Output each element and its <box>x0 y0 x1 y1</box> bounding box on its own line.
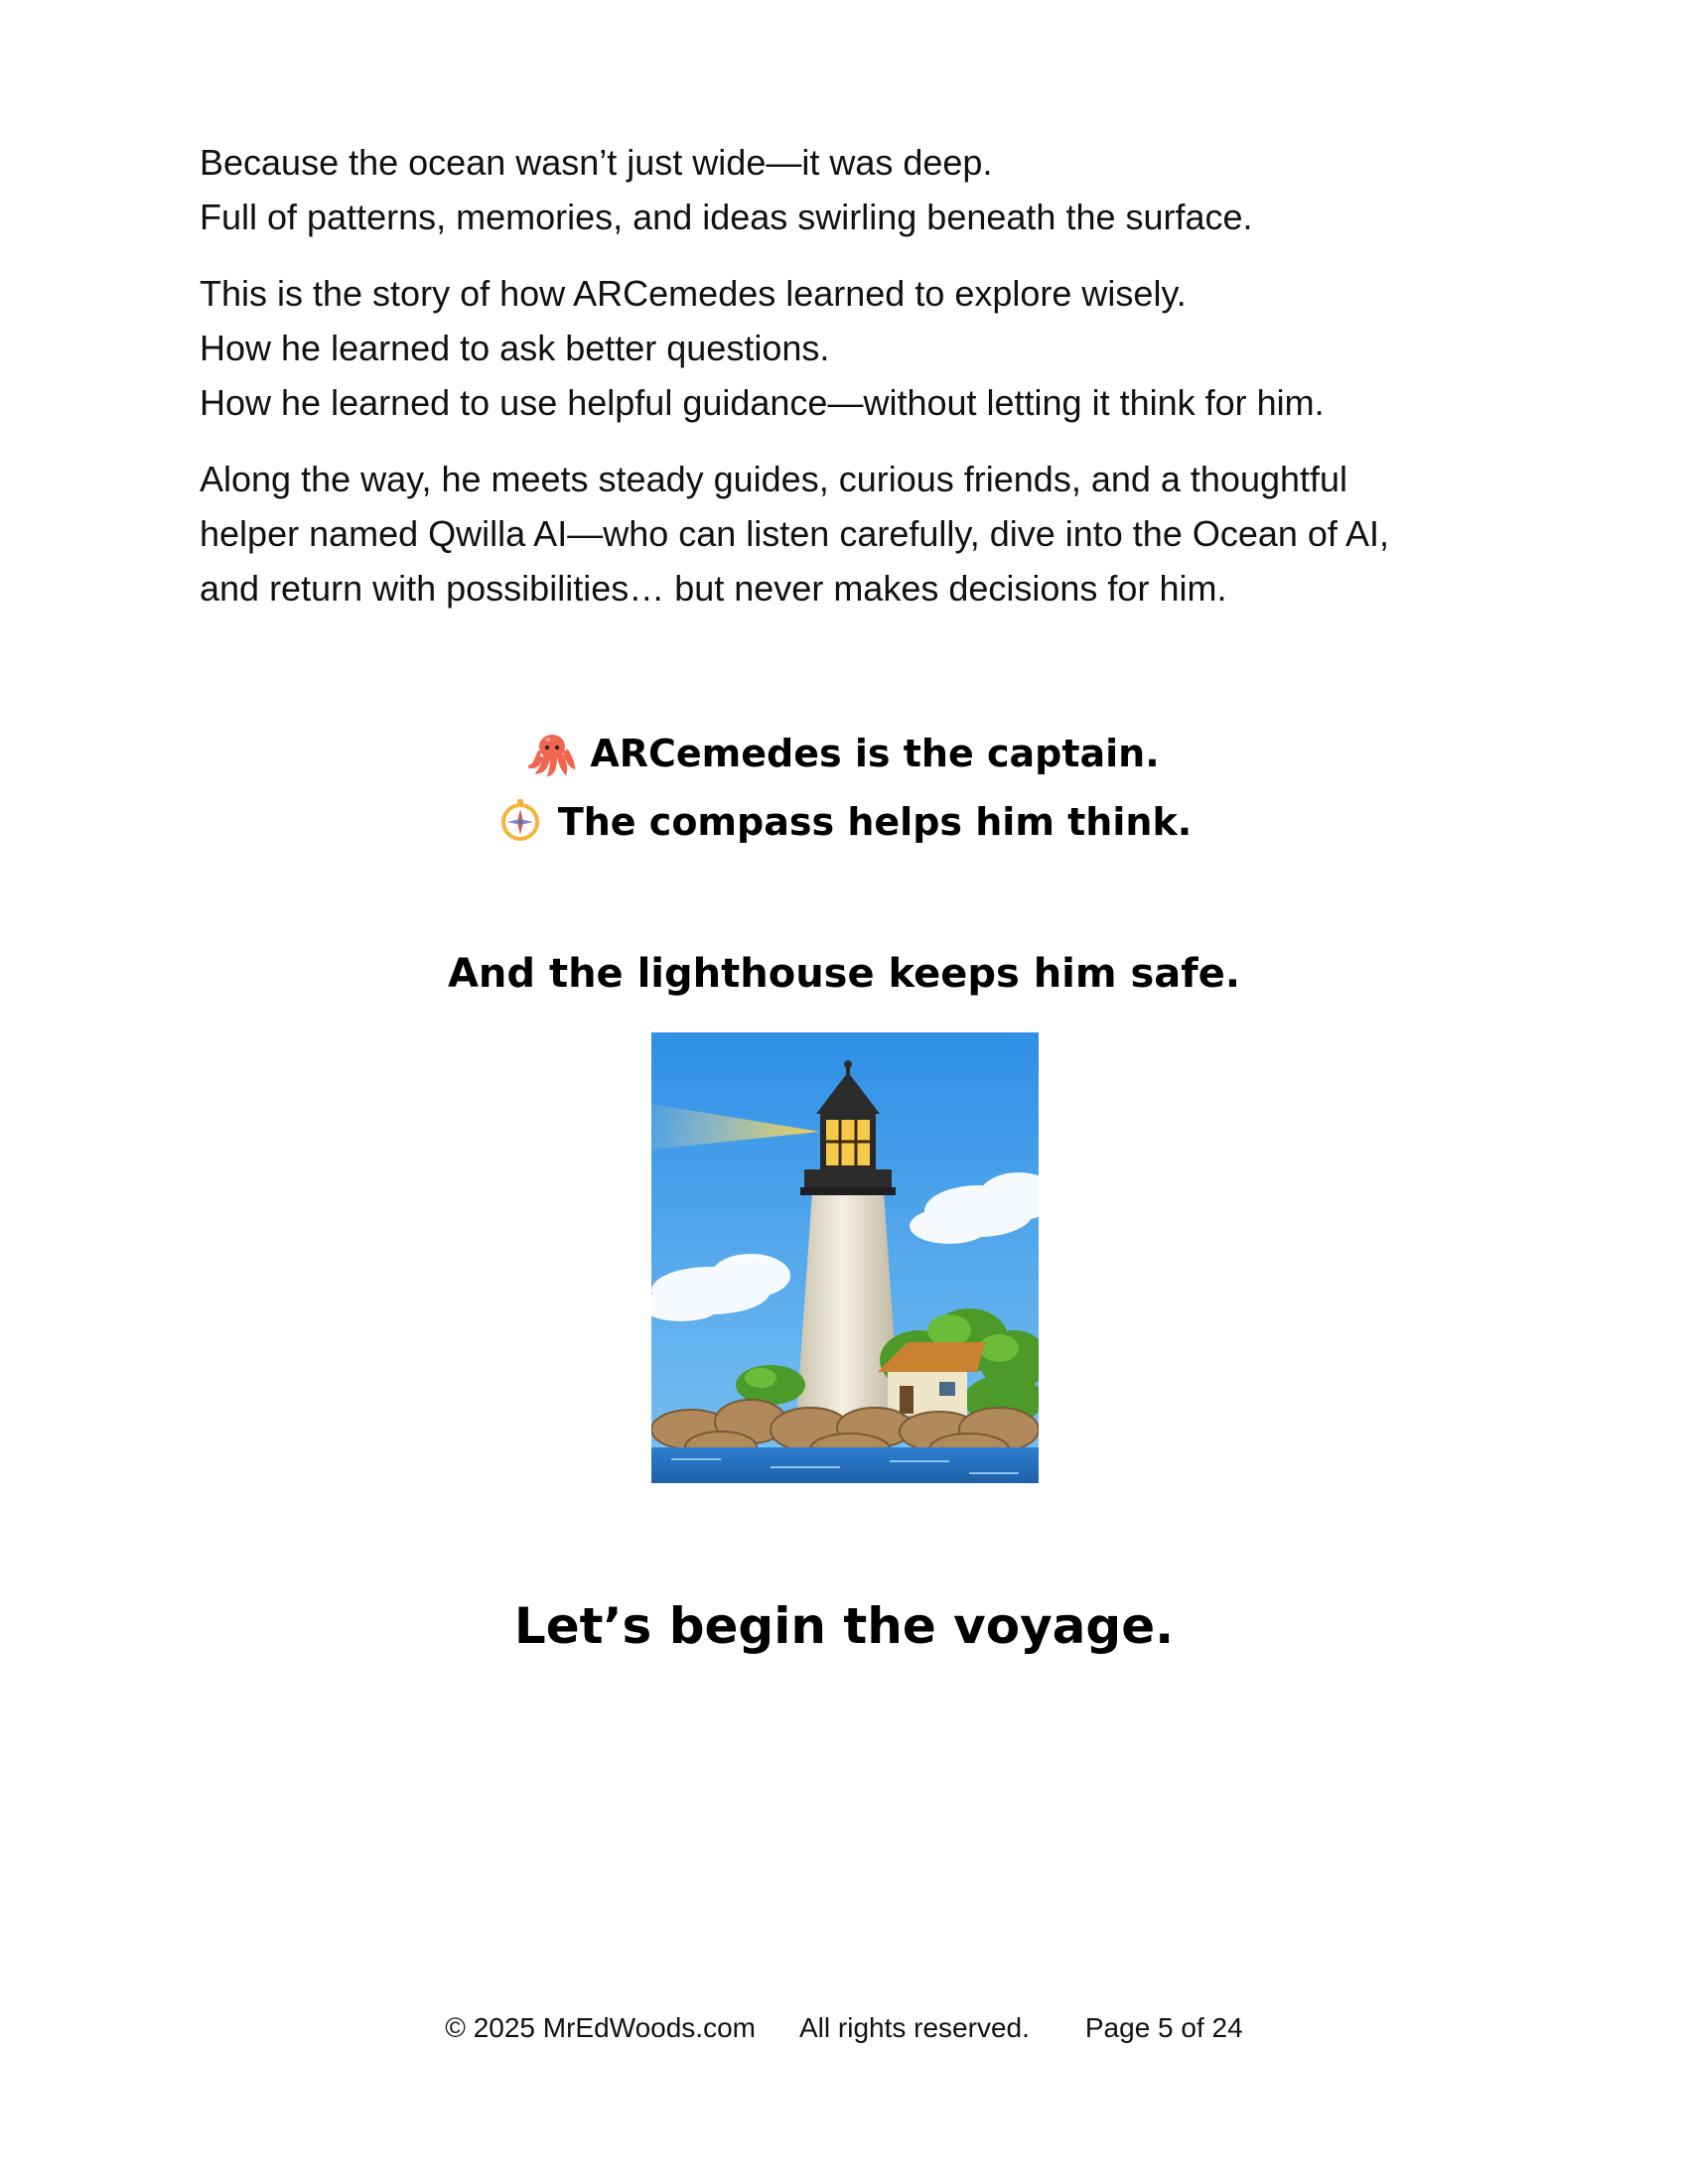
intro-paragraph <box>200 135 1490 244</box>
closing-line: Let’s begin the voyage. <box>513 1597 1175 1655</box>
intro-line: helper named Qwilla AI—who can listen carefully, dive into the Ocean of AI, <box>200 513 1389 554</box>
intro-paragraph <box>200 266 1490 430</box>
captain-tagline <box>0 730 1688 780</box>
copyright-notice: © 2025 MrEdWoods.com <box>445 2012 756 2043</box>
intro-line: How he learned to use helpful guidance—without letting it think for him. <box>200 382 1325 423</box>
intro-line: and return with possibilities… but never makes decisions for him. <box>200 568 1227 609</box>
intro-line: Full of patterns, memories, and ideas swirling beneath the surface. <box>200 197 1253 237</box>
intro-line: How he learned to ask better questions. <box>200 328 830 368</box>
compass-tagline <box>0 798 1688 849</box>
compass-icon <box>496 797 544 845</box>
page-footer <box>0 2010 1688 2046</box>
intro-line: This is the story of how ARCemedes learned to explore wisely. <box>200 273 1187 314</box>
intro-paragraph <box>200 452 1490 615</box>
compass-tagline-text: The compass helps him think. <box>557 800 1193 844</box>
lighthouse-tagline: And the lighthouse keeps him safe. <box>447 951 1241 997</box>
intro-line: Because the ocean wasn’t just wide—it was deep. <box>200 142 993 183</box>
octopus-icon <box>528 729 576 776</box>
intro-text <box>200 135 1490 615</box>
page-number: Page 5 of 24 <box>1084 2012 1243 2043</box>
captain-tagline-text: ARCemedes is the captain. <box>590 732 1160 775</box>
lighthouse-illustration <box>651 1032 1039 1483</box>
rights-notice: All rights reserved. <box>799 2012 1030 2043</box>
intro-line: Along the way, he meets steady guides, curious friends, and a thoughtful <box>200 459 1348 499</box>
